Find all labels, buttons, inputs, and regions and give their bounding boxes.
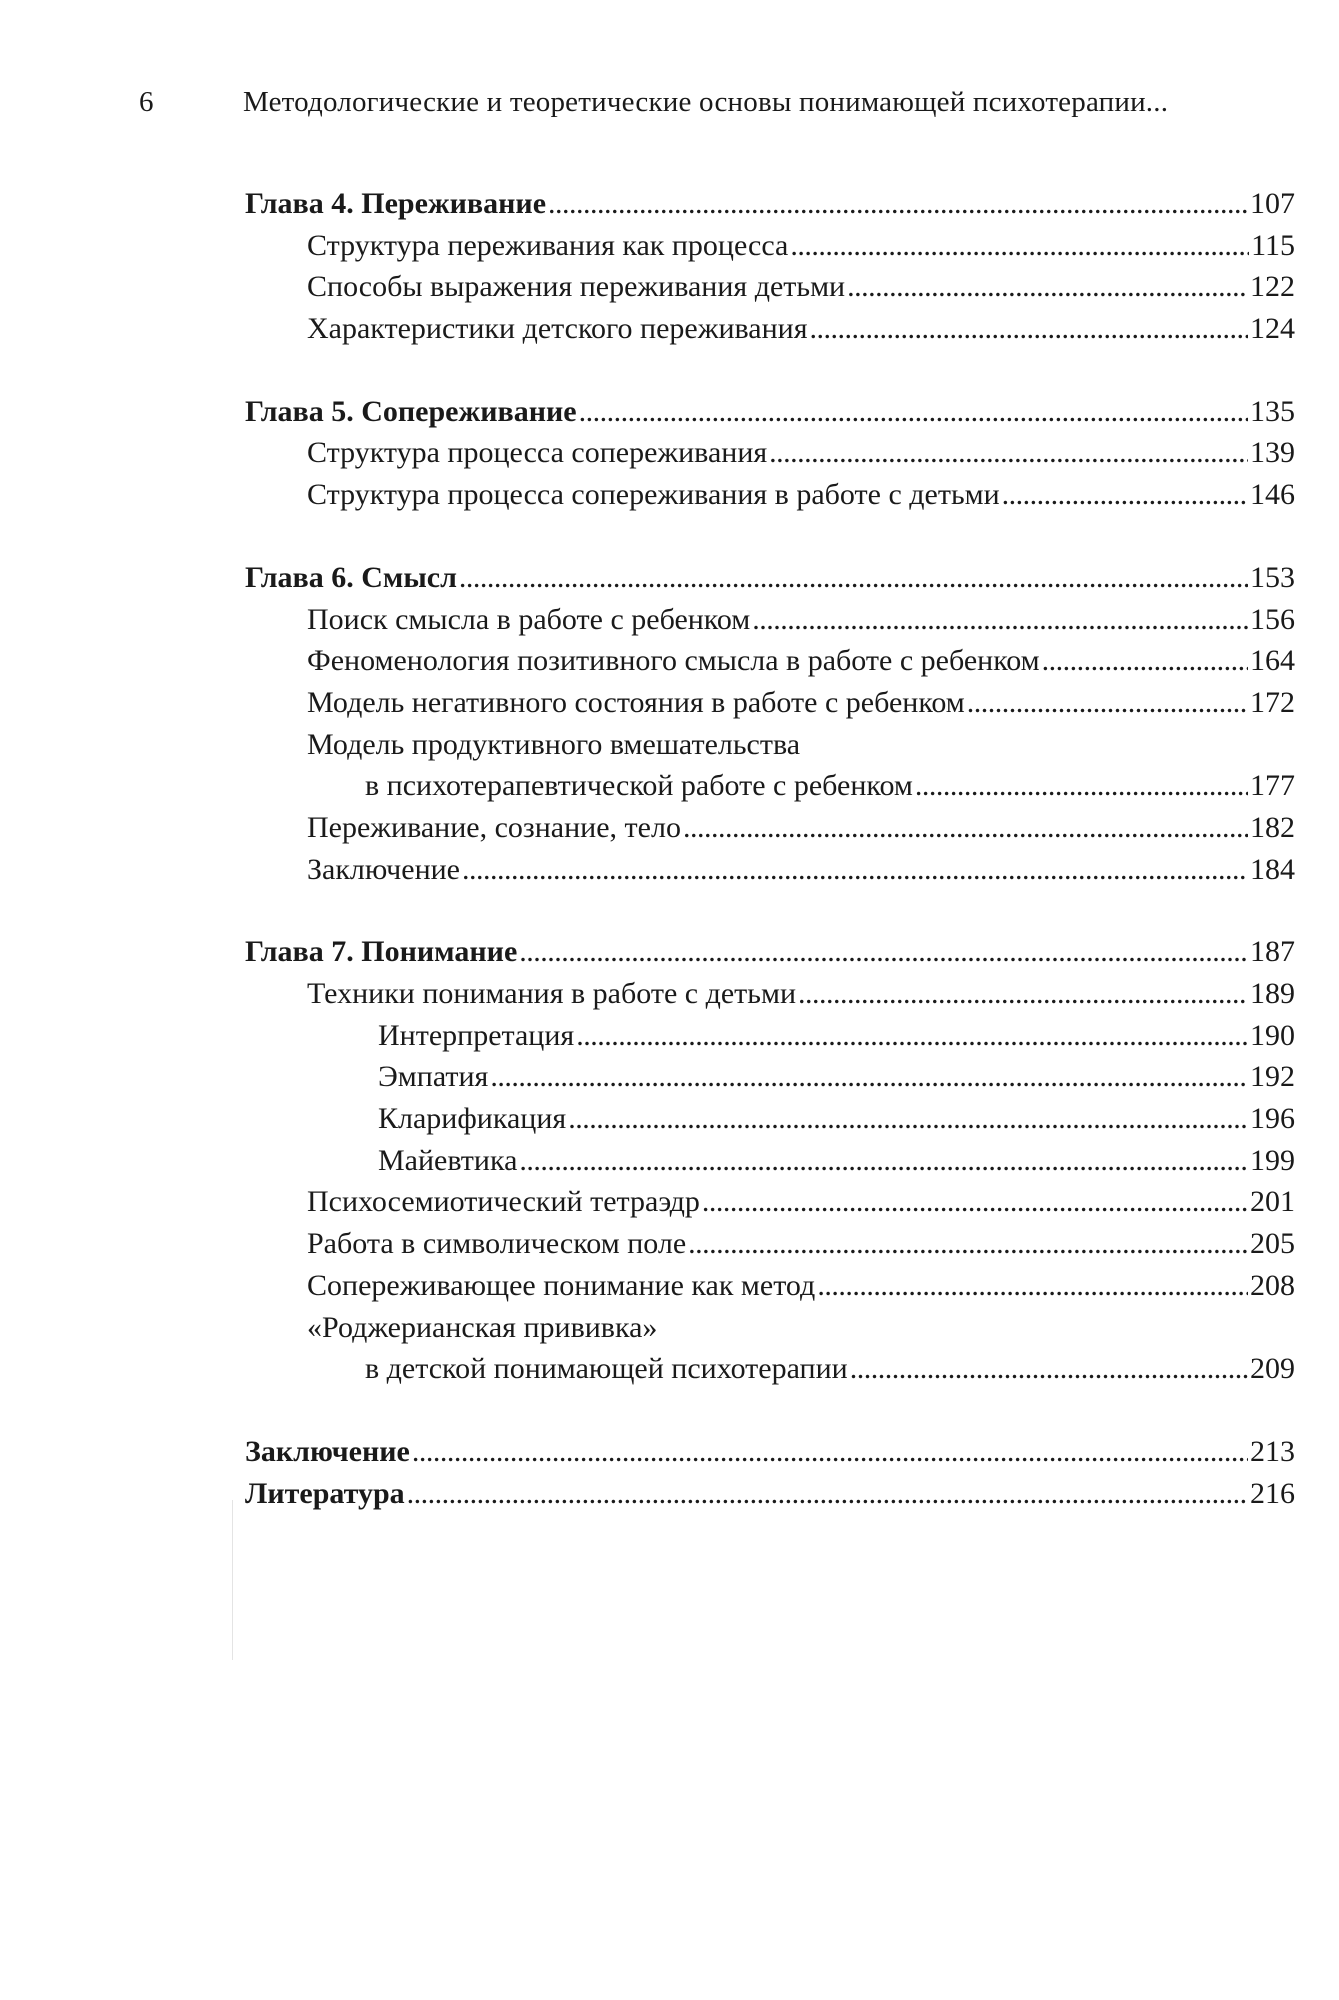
toc-entry-title: Литература <box>245 1476 405 1510</box>
toc-chapter-entry <box>245 931 1295 973</box>
toc-entry <box>245 432 1295 474</box>
dot-leader <box>1002 474 1248 516</box>
dot-leader <box>519 931 1248 973</box>
toc-entry-page-number: 205 <box>1250 1227 1295 1261</box>
toc-entry-title: Глава 7. Понимание <box>245 935 518 969</box>
dot-leader <box>576 1015 1248 1057</box>
toc-entry <box>245 807 1295 849</box>
toc-entry-title: Глава 4. Переживание <box>245 187 547 220</box>
dot-leader <box>548 183 1248 225</box>
toc-entry-page-number: 124 <box>1250 312 1295 346</box>
toc-entry <box>245 640 1295 682</box>
dot-leader <box>1042 640 1248 682</box>
toc-entry-title: Феноменология позитивного смысла в работе с ребенком <box>307 644 1040 678</box>
dot-leader <box>459 557 1248 599</box>
toc-entry-page-number: 139 <box>1250 436 1295 470</box>
toc-section <box>245 931 1295 1390</box>
toc-entry-page-number: 190 <box>1250 1018 1295 1052</box>
toc-entry-title: Майевтика <box>378 1143 518 1177</box>
toc-entry-page-number: 196 <box>1250 1102 1295 1136</box>
toc-entry-title: Характеристики детского переживания <box>307 312 808 346</box>
toc-entry <box>245 1140 1295 1182</box>
toc-entry-title: Модель продуктивного вмешательства <box>307 727 801 761</box>
toc-entry-page-number: 107 <box>1250 187 1295 220</box>
toc-entry-page-number: 216 <box>1250 1476 1295 1510</box>
toc-entry-title: Структура процесса сопереживания в работе с детьми <box>307 478 1000 512</box>
toc-entry-page-number: 146 <box>1250 478 1295 512</box>
toc-entry <box>245 682 1295 724</box>
dot-leader <box>683 807 1248 849</box>
toc-entry <box>245 1098 1295 1140</box>
dot-leader <box>752 599 1248 641</box>
toc-entry-title: Поиск смысла в работе с ребенком <box>307 602 751 636</box>
toc-entry-title: Модель негативного состояния в работе с ребенком <box>307 685 965 719</box>
toc-entry-title: Структура переживания как процесса <box>307 228 789 262</box>
toc-entry-title: Работа в символическом поле <box>307 1227 687 1261</box>
dot-leader <box>915 765 1248 807</box>
toc-chapter-entry <box>245 1431 1295 1473</box>
toc-entry <box>245 1181 1295 1223</box>
toc-entry-title: Глава 6. Смысл <box>245 560 457 594</box>
dot-leader <box>967 682 1248 724</box>
toc-entry-title: «Роджерианская прививка» <box>307 1310 658 1344</box>
toc-entry-title: Заключение <box>245 1434 410 1468</box>
toc-entry-page-number: 156 <box>1250 602 1295 636</box>
page-gutter-shadow <box>232 1500 233 1660</box>
book-title: Методологические и теоретические основы понимающей психотерапии... <box>243 86 1169 118</box>
toc-section <box>245 557 1295 891</box>
dot-leader <box>810 308 1248 350</box>
dot-leader <box>519 1140 1248 1182</box>
toc-entry <box>245 599 1295 641</box>
page-number: 6 <box>139 86 154 118</box>
toc-entry-page-number: 184 <box>1250 852 1295 886</box>
toc-chapter-entry <box>245 183 1295 225</box>
toc-entry-title: Заключение <box>307 852 460 886</box>
toc-entry-title: Техники понимания в работе с детьми <box>307 977 797 1010</box>
dot-leader <box>490 1056 1248 1098</box>
toc-entry <box>245 849 1295 891</box>
dot-leader <box>407 1473 1248 1515</box>
toc-entry <box>245 266 1295 308</box>
dot-leader <box>790 225 1249 267</box>
toc-entry-title: Интерпретация <box>378 1018 575 1052</box>
toc-entry-page-number: 213 <box>1250 1434 1295 1468</box>
toc-entry-page-number: 115 <box>1251 228 1295 262</box>
toc-entry-title: Психосемиотический тетраэдр <box>307 1185 700 1219</box>
toc-entry-page-number: 187 <box>1250 935 1295 969</box>
toc-entry <box>245 308 1295 350</box>
toc-entry <box>245 973 1295 1015</box>
toc-entry-page-number: 153 <box>1250 560 1295 594</box>
toc-chapter-entry <box>245 1473 1295 1515</box>
toc-entry-title: Сопереживающее понимание как метод <box>307 1268 816 1302</box>
toc-entry-page-number: 208 <box>1250 1268 1295 1302</box>
toc-entry-page-number: 192 <box>1250 1060 1295 1094</box>
toc-section <box>245 391 1295 516</box>
toc-chapter-entry <box>245 557 1295 599</box>
dot-leader <box>817 1265 1248 1307</box>
toc-chapter-entry <box>245 391 1295 433</box>
toc-entry <box>245 225 1295 267</box>
toc-entry <box>245 474 1295 516</box>
dot-leader <box>850 1348 1248 1390</box>
toc-section <box>245 183 1295 350</box>
toc-entry-title: Глава 5. Сопереживание <box>245 394 577 428</box>
toc-entry-page-number: 122 <box>1250 270 1295 304</box>
toc-entry-page-number: 172 <box>1250 685 1295 719</box>
toc-entry <box>245 1056 1295 1098</box>
table-of-contents <box>245 183 1295 1555</box>
toc-entry-page-number: 189 <box>1250 977 1295 1010</box>
toc-entry-page-number: 135 <box>1250 394 1295 428</box>
dot-leader <box>462 849 1248 891</box>
toc-entry-page-number: 182 <box>1250 810 1295 844</box>
toc-entry <box>245 1348 1295 1390</box>
toc-entry-page-number: 164 <box>1250 644 1295 678</box>
toc-entry-title: Эмпатия <box>378 1060 489 1094</box>
toc-entry <box>245 1265 1295 1307</box>
toc-entry <box>245 1015 1295 1057</box>
dot-leader <box>688 1223 1248 1265</box>
dot-leader <box>847 266 1248 308</box>
toc-entry-title: Переживание, сознание, тело <box>307 810 681 844</box>
dot-leader <box>412 1431 1248 1473</box>
dot-leader <box>579 391 1248 433</box>
dot-leader <box>568 1098 1248 1140</box>
toc-entry-title: в детской понимающей психотерапии <box>365 1352 848 1386</box>
toc-entry-page-number: 201 <box>1250 1185 1295 1219</box>
dot-leader <box>702 1181 1248 1223</box>
toc-entry-title: Кларификация <box>378 1102 567 1136</box>
toc-entry-page-number: 209 <box>1250 1352 1295 1386</box>
toc-entry <box>245 765 1295 807</box>
toc-entry <box>245 724 1295 766</box>
toc-entry <box>245 1307 1295 1349</box>
toc-entry-title: Структура процесса сопереживания <box>307 436 768 470</box>
dot-leader <box>798 973 1248 1015</box>
toc-section <box>245 1431 1295 1514</box>
dot-leader <box>769 432 1248 474</box>
toc-entry-title: Способы выражения переживания детьми <box>307 270 846 304</box>
toc-entry-title: в психотерапевтической работе с ребенком <box>365 769 913 803</box>
toc-entry <box>245 1223 1295 1265</box>
toc-entry-page-number: 199 <box>1250 1143 1295 1177</box>
toc-entry-page-number: 177 <box>1250 769 1295 803</box>
